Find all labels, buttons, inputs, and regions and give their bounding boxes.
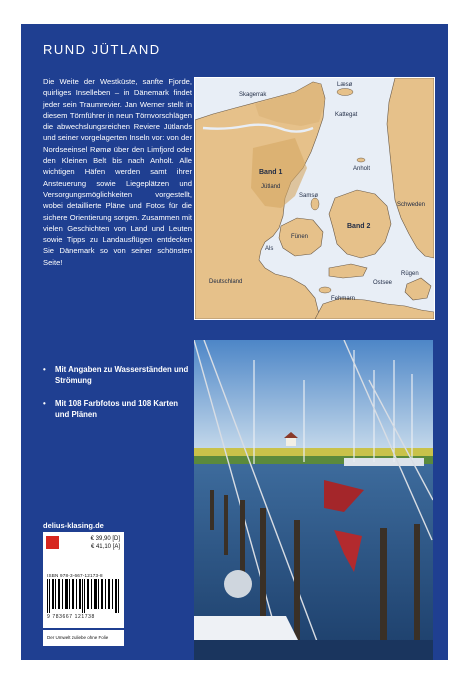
book-title: RUND JÜTLAND <box>43 42 161 57</box>
description-text: Die Weite der Westküste, sanfte Fjorde, quirliges Inselleben – in Dänemark findet jeder sein Traumrevier. Jan Werner stellt in diesem Törnführer in neun Törnvorschlägen die abwechslungsreichen Reviere Jütlands und seiner vorgelagerten Inseln vor: von der Nordseeinsel Rømø über den Limfjord oder den Kleinen Belt bis nach Anholt. Alle wichtigen Häfen werden samt ihrer Ansteuerung sowie Liegeplätzen und Versorgungsmöglichkeiten vorgestellt, wobei detaillierte Pläne und Fotos für die sichere Orientierung sorgen. Zusammen mit vielen Geschichten von Land und Leuten sowie Tipps zu Landausflügen entdecken Sie Dänemark so von seiner schönsten Seite! <box>43 77 192 267</box>
label-ostsee: Ostsee <box>373 280 393 286</box>
label-band2: Band 2 <box>347 223 371 230</box>
label-fehmarn: Fehmarn <box>331 296 356 302</box>
back-cover <box>21 24 448 660</box>
water-foreground <box>194 640 433 660</box>
label-deutschland: Deutschland <box>209 279 243 285</box>
label-skagerrak: Skagerrak <box>239 92 267 98</box>
feature-text: Mit Angaben zu Wasserständen und Strömung <box>55 365 189 385</box>
fehmarn-island <box>319 287 331 293</box>
map-graphic <box>195 78 434 319</box>
label-schweden: Schweden <box>397 202 426 208</box>
feature-text: Mit 108 Farbfotos und 108 Karten und Plänen <box>55 399 179 419</box>
laeso-island <box>337 89 353 96</box>
harbor-photo <box>194 340 433 660</box>
route-map <box>194 77 435 320</box>
bullet-icon: • <box>43 399 46 408</box>
label-kattegat: Kattegat <box>335 112 358 118</box>
feature-item <box>43 398 191 420</box>
anholt-island <box>357 158 365 162</box>
publisher-website[interactable]: delius-klasing.de <box>43 521 104 530</box>
price-austria: € 41,10 [A] <box>90 544 120 550</box>
barcode <box>47 579 120 613</box>
samso-island <box>311 198 319 210</box>
label-band1: Band 1 <box>259 169 283 176</box>
barcode-number: 9 783667 121738 <box>47 614 95 620</box>
price-barcode-box <box>43 532 124 628</box>
isbn-text: ISBN 978-3-667-12173-8 <box>47 573 103 578</box>
label-als: Als <box>265 246 274 252</box>
label-anholt: Anholt <box>353 166 371 172</box>
label-fuenen: Fünen <box>291 234 309 240</box>
bullet-icon: • <box>43 365 46 374</box>
sky <box>194 340 433 460</box>
harbor-photo-graphic <box>194 340 433 660</box>
church <box>286 438 296 446</box>
feature-item <box>43 364 191 386</box>
label-laeso: Læsø <box>337 82 353 88</box>
winch <box>224 570 252 598</box>
environment-note-box <box>43 630 124 646</box>
price-germany: € 39,90 [D] <box>90 536 120 542</box>
publisher-logo <box>46 536 59 549</box>
label-ruegen: Rügen <box>401 271 419 277</box>
feature-list <box>43 364 191 432</box>
label-samso: Samsø <box>299 193 319 199</box>
label-jutland: Jütland <box>261 184 281 190</box>
environment-note: Der Umwelt zuliebe ohne Folie <box>47 635 109 640</box>
